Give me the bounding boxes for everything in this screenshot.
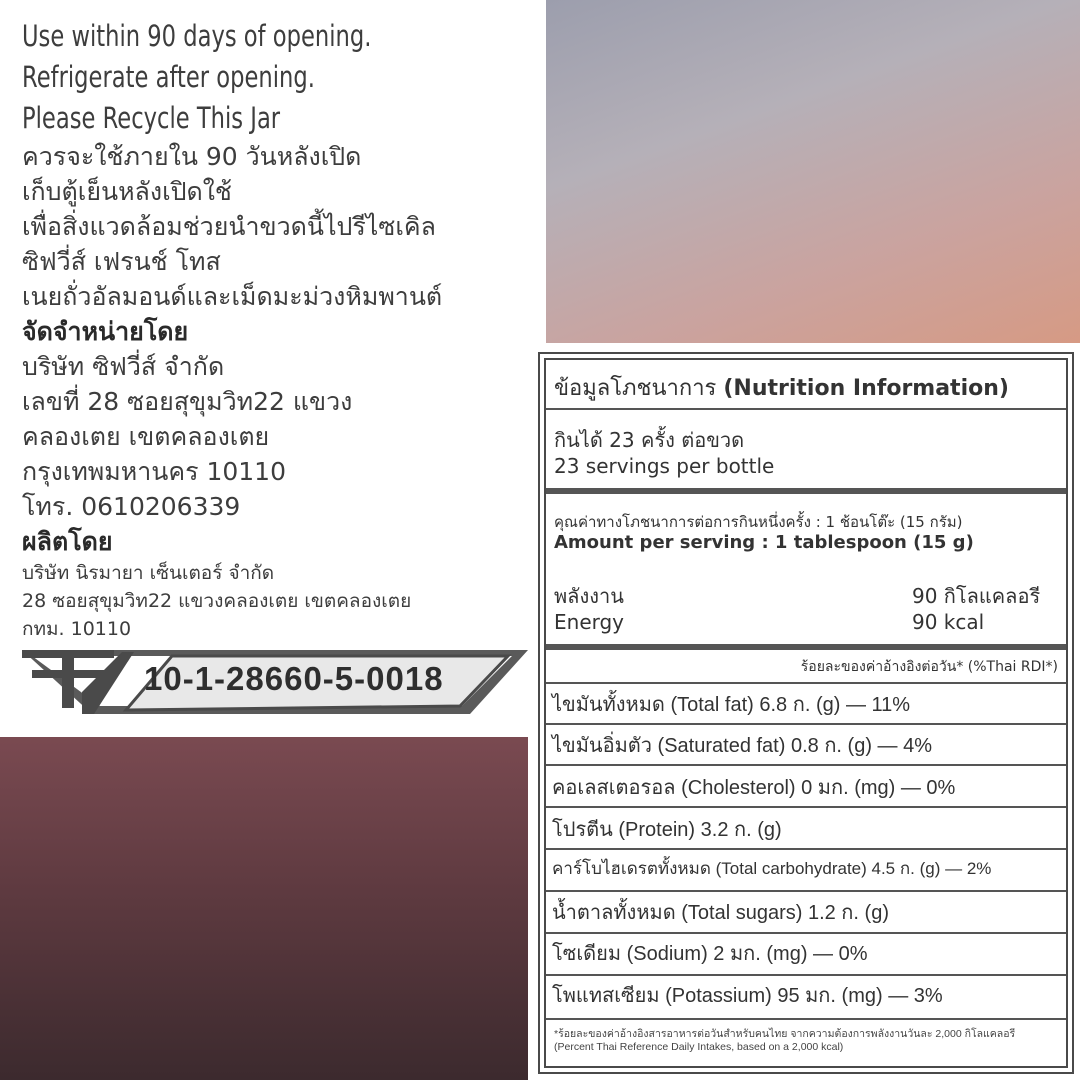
storage-instruction-th: เพื่อสิ่งแวดล้อมช่วยนำขวดนี้ไปรีไซเคิล — [22, 212, 436, 241]
producer-line: 28 ซอยสุขุมวิท22 แขวงคลองเตย เขตคลองเตย — [22, 590, 412, 612]
servings-per-bottle-en: 23 servings per bottle — [554, 454, 775, 478]
nutrient-total-fat: ไขมันทั้งหมด (Total fat) 6.8 ก. (g) — 11% — [552, 694, 911, 716]
rdi-footnote — [554, 1028, 1015, 1054]
storage-instruction-th: ควรจะใช้ภายใน 90 วันหลังเปิด — [22, 142, 362, 171]
product-name-th: ซิฟวี่ส์ เฟรนช์ โทส — [22, 247, 221, 276]
distributor-line: คลองเตย เขตคลองเตย — [22, 422, 270, 451]
rdi-footnote-en: (Percent Thai Reference Daily Intakes, based on a 2,000 kcal) — [554, 1041, 844, 1053]
nutrition-title-row — [546, 360, 1066, 410]
storage-instruction-en: Please Recycle This Jar — [22, 101, 281, 135]
nutrition-title-en: (Nutrition Information) — [723, 376, 1009, 401]
nutrient-sodium: โซเดียม (Sodium) 2 มก. (mg) — 0% — [552, 943, 868, 965]
energy-label-en: Energy — [554, 610, 625, 634]
nutrient-total-sugars: น้ำตาลทั้งหมด (Total sugars) 1.2 ก. (g) — [552, 902, 889, 924]
rdi-footnote-th: *ร้อยละของค่าอ้างอิงสารอาหารต่อวันสำหรับคนไทย จากความต้องการพลังงานวันละ 2,000 กิโลแคลอรี — [554, 1028, 1016, 1040]
fda-registration-number: 10-1-28660-5-0018 — [144, 660, 444, 697]
nutrition-title — [554, 370, 1009, 405]
nutrient-protein: โปรตีน (Protein) 3.2 ก. (g) — [552, 819, 782, 841]
energy-value-en: 90 kcal — [912, 610, 985, 634]
nutrition-inner-frame — [544, 358, 1068, 1068]
storage-instruction-en: Refrigerate after opening. — [22, 60, 315, 94]
fda-registration-mark — [22, 648, 528, 716]
producer-heading: ผลิตโดย — [22, 527, 113, 556]
decorative-gradient-bottom-left — [0, 737, 528, 1080]
distributor-heading: จัดจำหน่ายโดย — [22, 317, 189, 346]
nutrient-potassium: โพแทสเซียม (Potassium) 95 มก. (mg) — 3% — [552, 985, 943, 1007]
energy-value-th: 90 กิโลแคลอรี — [912, 584, 1041, 608]
nutrient-total-carbohydrate: คาร์โบไฮเดรตทั้งหมด (Total carbohydrate) 4.5 ก. (g) — 2% — [552, 859, 992, 878]
nutrient-cholesterol: คอเลสเตอรอล (Cholesterol) 0 มก. (mg) — 0% — [552, 777, 956, 799]
amount-per-serving-en: Amount per serving : 1 tablespoon (15 g) — [554, 532, 974, 553]
energy-label-th: พลังงาน — [554, 584, 624, 608]
nutrition-information-panel — [538, 352, 1074, 1074]
storage-instruction-en: Use within 90 days of opening. — [22, 19, 372, 53]
distributor-phone: โทร. 0610206339 — [22, 492, 241, 521]
distributor-line: กรุงเทพมหานคร 10110 — [22, 457, 286, 486]
nutrition-title-th: ข้อมูลโภชนาการ — [554, 376, 717, 401]
label-text-column — [22, 16, 542, 643]
distributor-line: บริษัท ซิฟวี่ส์ จำกัด — [22, 352, 225, 381]
decorative-gradient-top-right — [546, 0, 1080, 343]
distributor-line: เลขที่ 28 ซอยสุขุมวิท22 แขวง — [22, 387, 353, 416]
nutrient-saturated-fat: ไขมันอิ่มตัว (Saturated fat) 0.8 ก. (g) — 4% — [552, 735, 932, 757]
product-description-th: เนยถั่วอัลมอนด์และเม็ดมะม่วงหิมพานต์ — [22, 282, 443, 311]
storage-instruction-th: เก็บตู้เย็นหลังเปิดใช้ — [22, 177, 232, 206]
rdi-heading: ร้อยละของค่าอ้างอิงต่อวัน* (%Thai RDI*) — [800, 659, 1058, 675]
servings-per-bottle-th: กินได้ 23 ครั้ง ต่อขวด — [554, 428, 745, 452]
producer-line: บริษัท นิรมายา เซ็นเตอร์ จำกัด — [22, 562, 275, 584]
producer-line: กทม. 10110 — [22, 618, 132, 640]
amount-per-serving-th: คุณค่าทางโภชนาการต่อการกินหนึ่งครั้ง : 1 ช้อนโต๊ะ (15 กรัม) — [554, 513, 963, 531]
